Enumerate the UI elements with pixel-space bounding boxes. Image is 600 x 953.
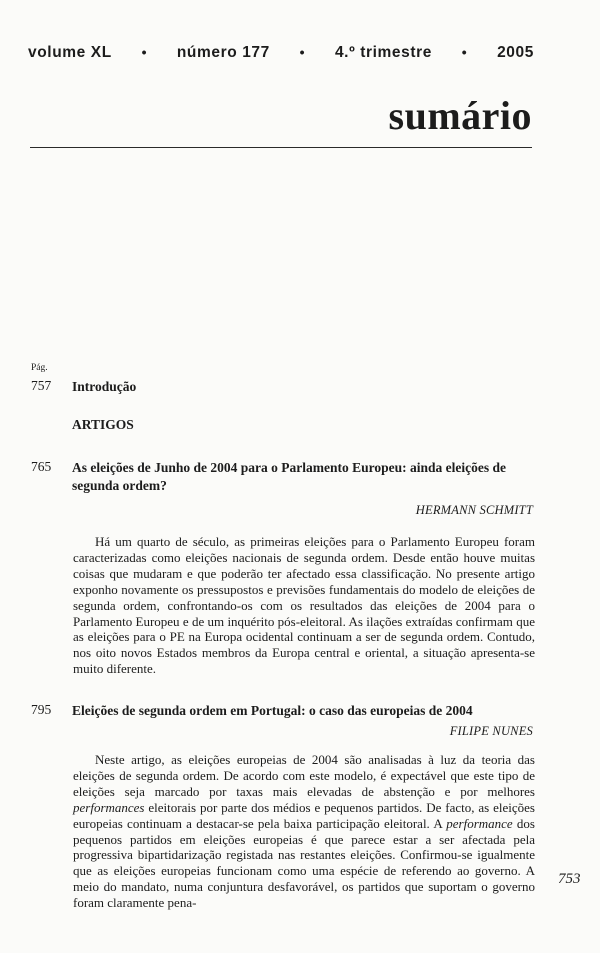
entry-page-number: 795 [31, 702, 52, 717]
page-title: sumário [388, 93, 532, 138]
year-label: 2005 [497, 44, 534, 61]
page-column-label: Pág. [31, 363, 48, 373]
volume-label: volume XL [28, 44, 112, 61]
abstract-text: Há um quarto de século, as primeiras eleições para o Parlamento Europeu foram caracterizadas como eleições nacionais de segunda ordem. Desde então houve muitas coisas que mudaram e que poderão ter afectado essa classificação. No presente artigo exponho novamente os pressupostos e previsões fundamentais do modelo de eleições de segunda ordem, confrontando-os com os resultados das eleições de 2004 para o Parlamento Europeu e de um inquérito pós-eleitoral. As ilações extraídas confirmam que as eleições para o PE na Europa ocidental continuam a ser de segunda ordem. Contudo, nos oito novos Estados membros da Europa central e oriental, a situação apresenta-se muito diferente. [73, 534, 535, 677]
entry-title: As eleições de Junho de 2004 para o Parlamento Europeu: ainda eleições de segunda ordem? [72, 460, 506, 493]
article-abstract [73, 752, 535, 911]
entry-author: HERMANN SCHMITT [415, 503, 533, 517]
separator-bullet: • [141, 44, 148, 60]
title-divider [30, 147, 532, 148]
issue-number: número 177 [176, 44, 270, 61]
section-title: ARTIGOS [72, 417, 134, 432]
entry-title: Eleições de segunda ordem em Portugal: o caso das europeias de 2004 [72, 703, 473, 718]
quarter-label: 4.º trimestre [334, 44, 432, 61]
journal-header [28, 44, 534, 62]
entry-page-number: 765 [31, 459, 52, 474]
entry-page-number: 757 [31, 378, 52, 393]
page-folio: 753 [558, 871, 581, 887]
separator-bullet: • [461, 44, 468, 60]
abstract-text: Neste artigo, as eleições europeias de 2004 são analisadas à luz da teoria das eleições de segunda ordem. De acordo com este modelo, é expectável que este tipo de eleições seja marcado por taxas mais elevadas de abstenção e por melhores performances eleitorais por parte dos médios e pequenos partidos. De facto, as eleições europeias continuam a destacar-se pela baixa participação eleitoral. A performance dos pequenos partidos em eleições europeias é que parece estar a ser afectada pela progressiva bipartidarização registada nas restantes eleições. Confirmou-se igualmente que as eleições europeias funcionam como uma espécie de referendo ao governo. A meio do mandato, numa conjuntura desfavorável, os partidos que suportam o governo foram claramente pena- [73, 752, 535, 911]
entry-title: Introdução [72, 379, 137, 394]
entry-author: FILIPE NUNES [449, 724, 533, 738]
article-abstract [73, 534, 535, 677]
separator-bullet: • [299, 44, 306, 60]
